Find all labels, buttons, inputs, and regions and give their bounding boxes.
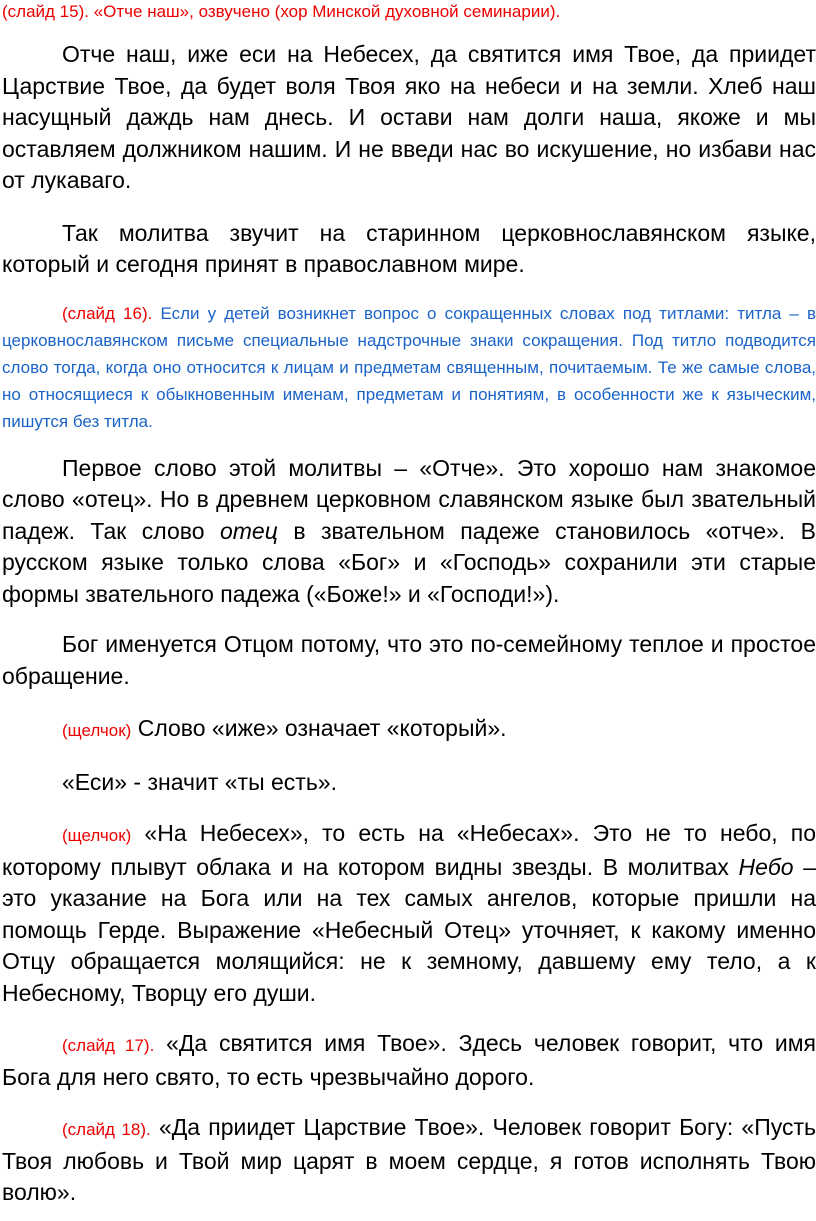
sound-paragraph: Так молитва звучит на старинном церковнославянском языке, который и сегодня принят в православном мире. — [2, 219, 816, 277]
click-2-paragraph — [2, 818, 816, 1009]
slide-15-note: (слайд 15). «Отче наш», озвучено (хор Минской духовной семинарии). — [2, 2, 561, 21]
first-word-paragraph — [2, 453, 816, 611]
click-1-text: Слово «иже» означает «который». — [131, 715, 507, 741]
first-word-emphasis: отец — [219, 517, 278, 544]
click-2-emphasis: Небо — [738, 853, 794, 880]
click-1-paragraph — [2, 713, 816, 747]
slide-18-text: «Да приидет Царствие Твое». Человек говорит Богу: «Пусть Твоя любовь и Твой мир царят в моем сердце, я готов исполнять Твою волю». — [2, 1114, 816, 1205]
slide-16-label: (слайд 16). — [62, 303, 153, 323]
slide-16-paragraph — [2, 300, 816, 435]
click-2-text-a: «На Небесех», то есть на «Небесах». Это не то небо, по которому плывут облака и на котором видны звезды. В молитвах — [2, 820, 816, 880]
father-paragraph: Бог именуется Отцом потому, что это по-семейному теплое и простое обращение. — [2, 631, 816, 689]
slide-18-paragraph — [2, 1112, 816, 1209]
prayer-paragraph: Отче наш, иже еси на Небесех, да святится имя Твое, да приидет Царствие Твое, да будет воля Твоя яко на небеси и на земли. Хлеб наш насущный даждь нам днесь. И остави нам долги наша, якоже и мы оставляем должником нашим. И не введи нас во искушение, но избави нас от лукаваго. — [2, 41, 816, 193]
slide-17-label: (слайд 17). — [62, 1036, 155, 1055]
first-word-text-a: Первое слово этой молитвы – «Отче». Это хорошо нам знакомое слово «отец». Но в древнем церковном славянском языке был звательный падеж. Так слово — [2, 454, 816, 544]
click-1-label: (щелчок) — [62, 721, 132, 740]
first-word-text-b: в звательном падеже становилось «отче». В русском языке только слова «Бог» и «Господь» сохранили эти старые формы звательного падежа («Боже!» и «Господи!»). — [2, 517, 816, 607]
slide-18-label: (слайд 18). — [62, 1120, 151, 1139]
slide-17-paragraph — [2, 1028, 816, 1093]
click-2-text-b: – это указание на Бога или на тех самых ангелов, которые пришли на помощь Герде. Выражение «Небесный Отец» уточняет, к какому именно Отцу обращается молящийся: не к земному, давшему ему тело, а к Небесному, Творцу его души. — [2, 853, 816, 1006]
esi-paragraph: «Еси» - значит «ты есть». — [62, 768, 337, 795]
slide-17-text: «Да святится имя Твое». Здесь человек говорит, что имя Бога для него свято, то есть чрезвычайно дорого. — [2, 1030, 816, 1090]
slide-16-text: Если у детей возникнет вопрос о сокращенных словах под титлами: титла – в церковнославянском письме специальные надстрочные знаки сокращения. Под титло подводится слово тогда, когда оно относится к лицам и предметам священным, почитаемым. Те же самые слова, но относящиеся к обыкновенным именам, предметам и понятиям, в особенности же к языческим, пишутся без титла. — [2, 303, 816, 431]
click-2-label: (щелчок) — [62, 826, 132, 845]
